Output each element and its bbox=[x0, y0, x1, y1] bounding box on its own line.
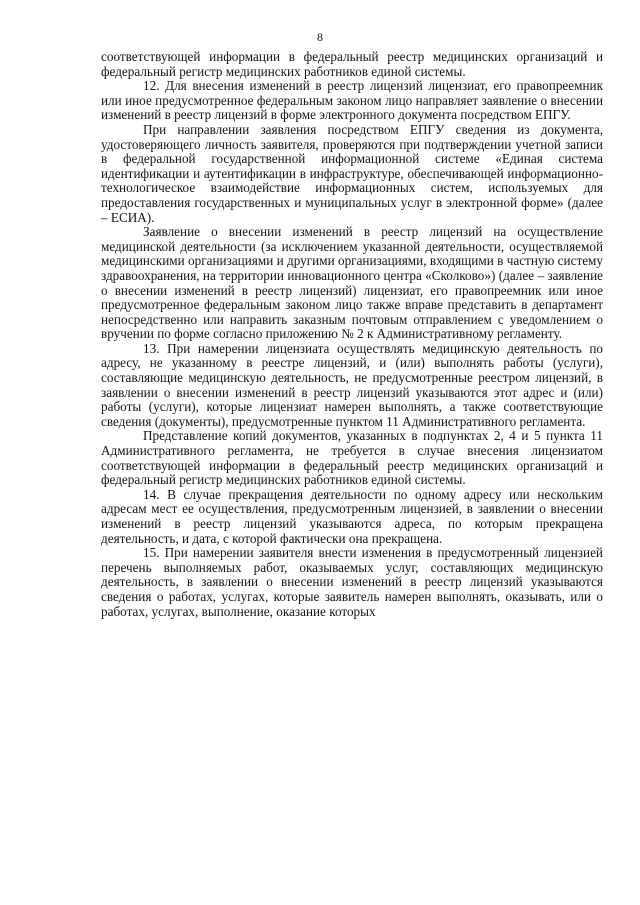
document-text bbox=[101, 50, 603, 619]
paragraph-item-12: 12. Для внесения изменений в реестр лицензий лицензиат, его правопреемник или иное предусмотренное федеральным законом лицо направляет заявление о внесении изменений в реестр лицензий в форме электронного документа посредством ЕПГУ. bbox=[101, 78, 603, 123]
paragraph-item-14: 14. В случае прекращения деятельности по одному адресу или нескольким адресам мест ее осуществления, предусмотренным лицензией, в заявлении о внесении изменений в реестр лицензий указываются адреса, по которым прекращена деятельность, и дата, с которой фактически она прекращена. bbox=[101, 486, 603, 546]
paragraph-item-15: 15. При намерении заявителя внести изменения в предусмотренный лицензией перечень выполняемых работ, оказываемых услуг, составляющих медицинскую деятельность, в заявлении о внесении изменений в реестр лицензий указываются сведения о работах, услугах, которые заявитель намерен выполнять, оказывать, или о работах, услугах, выполнение, оказание которых bbox=[101, 545, 603, 619]
paragraph-continuation: соответствующей информации в федеральный реестр медицинских организаций и федеральный регистр медицинских работников единой системы. bbox=[101, 49, 603, 79]
paragraph-paper-submission: Заявление о внесении изменений в реестр лицензий на осуществление медицинской деятельности (за исключением указанной деятельности, осуществляемой медицинскими организациями и другими организациями, входящими в частную систему здравоохранения, на территории инновационного центра «Сколково») (далее – заявление о внесении изменений в реестр лицензий) лицензиат, его правопреемник или иное предусмотренное федеральным законом лицо также вправе представить в департамент непосредственно или направить заказным почтовым отправлением с уведомлением о вручении по форме согласно приложению № 2 к Административному регламенту. bbox=[101, 224, 603, 342]
paragraph-epgu-submission: При направлении заявления посредством ЕПГУ сведения из документа, удостоверяющего личность заявителя, проверяются при подтверждении учетной записи в федеральной государственной информационной системе «Единая система идентификации и аутентификации в инфраструктуре, обеспечивающей информационно-технологическое взаимодействие информационных систем, используемых для предоставления государственных и муниципальных услуг в электронной форме» (далее – ЕСИА). bbox=[101, 121, 603, 225]
paragraph-document-copies: Представление копий документов, указанных в подпунктах 2, 4 и 5 пункта 11 Административного регламента, не требуется в случае внесения лицензиатом соответствующей информации в федеральный реестр медицинских организаций и федеральный регистр медицинских работников единой системы. bbox=[101, 428, 603, 488]
page-number: 8 bbox=[317, 30, 323, 44]
paragraph-item-13: 13. При намерении лицензиата осуществлять медицинскую деятельность по адресу, не указанному в реестре лицензий, и (или) выполнять работы (услуги), составляющие медицинскую деятельность, не предусмотренные реестром лицензий, в заявлении о внесении изменений в реестр лицензий указываются этот адрес и (или) работы (услуги), которые лицензиат намерен выполнять, а также соответствующие сведения (документы), предусмотренные пунктом 11 Административного регламента. bbox=[101, 340, 603, 429]
